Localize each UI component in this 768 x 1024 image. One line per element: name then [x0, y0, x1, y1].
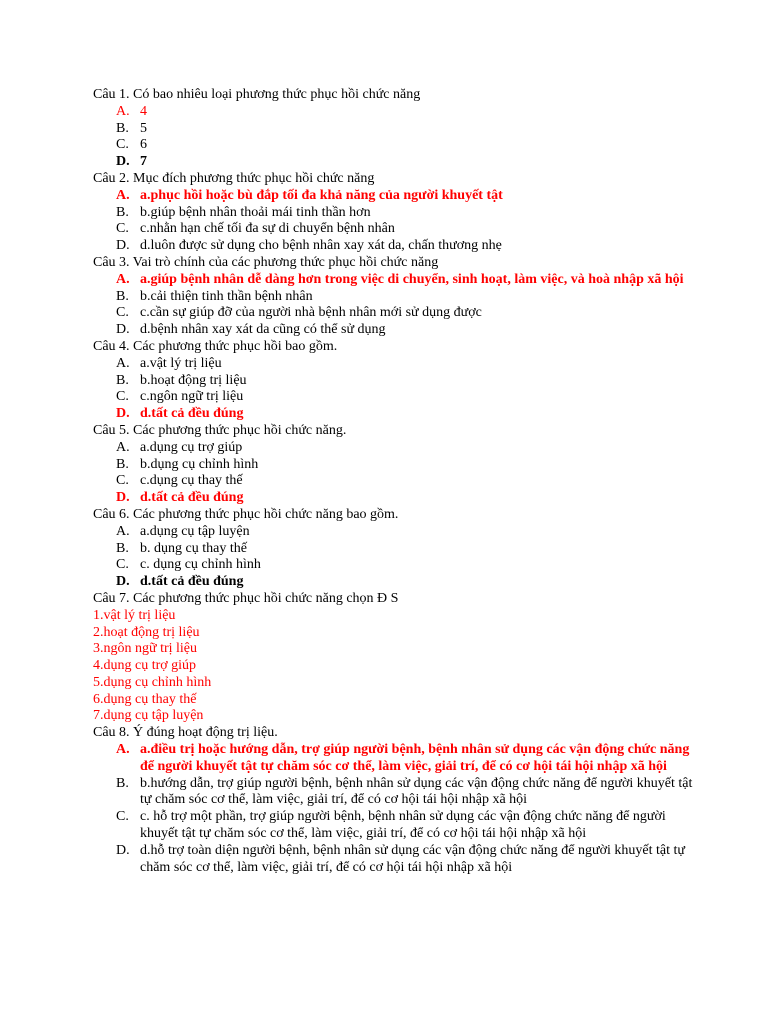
option-label: A.	[116, 187, 130, 203]
question-3-option-c	[116, 305, 693, 322]
question-7-list-item: 6.dụng cụ thay thế	[93, 691, 197, 707]
question-4-option-b	[116, 373, 693, 390]
option-label: D.	[116, 406, 130, 422]
question-7-list-item: 1.vật lý trị liệu	[93, 607, 176, 623]
question-7-stem: Câu 7. Các phương thức phục hồi chức năng chọn Đ S	[93, 590, 399, 606]
question-2-option-a	[116, 188, 693, 205]
question-4-option-c	[116, 389, 693, 406]
option-text: a.phục hồi hoặc bù đắp tối đa khả năng của người khuyết tật	[140, 187, 503, 203]
option-text: a.giúp bệnh nhân dễ dàng hơn trong việc di chuyển, sinh hoạt, làm việc, và hoà nhập xã hội	[140, 271, 684, 287]
question-7-list-item: 5.dụng cụ chỉnh hình	[93, 674, 212, 690]
question-6-option-b	[116, 541, 693, 558]
option-label: B.	[116, 372, 129, 388]
question-6-option-c	[116, 557, 693, 574]
option-text: 4	[140, 103, 147, 119]
option-text: d.tất cả đều đúng	[140, 406, 244, 422]
question-7-list-item: 3.ngôn ngữ trị liệu	[93, 641, 198, 657]
option-label: C.	[116, 557, 129, 573]
question-1-stem: Câu 1. Có bao nhiêu loại phương thức phục hồi chức năng	[93, 87, 421, 102]
option-text: a.dụng cụ tập luyện	[140, 523, 250, 539]
option-text: d.bệnh nhân xay xát da cũng có thể sử dụng	[140, 322, 386, 338]
quiz-content	[93, 87, 693, 876]
option-text: 5	[140, 120, 147, 136]
option-label: D.	[116, 574, 130, 590]
question-1-option-b	[116, 121, 693, 138]
option-text: a.điều trị hoặc hướng dẫn, trợ giúp người bệnh, bệnh nhân sử dụng các vận động chức năng để người khuyết tật tự chăm sóc cơ thể, làm việc, giải trí, để có cơ hội tái hội nhập xã hội	[140, 742, 690, 774]
question-8-option-b	[116, 776, 693, 810]
option-label: C.	[116, 809, 129, 825]
option-label: B.	[116, 775, 129, 791]
question-5-stem: Câu 5. Các phương thức phục hồi chức năng.	[93, 422, 347, 438]
option-label: D.	[116, 322, 130, 338]
option-label: A.	[116, 523, 130, 539]
option-label: A.	[116, 742, 130, 758]
question-6-option-d	[116, 574, 693, 591]
option-text: a.dụng cụ trợ giúp	[140, 439, 243, 455]
option-text: b. dụng cụ thay thế	[140, 540, 247, 556]
question-3-option-d	[116, 322, 693, 339]
question-7-list-item: 2.hoạt động trị liệu	[93, 624, 200, 640]
question-1-option-d	[116, 154, 693, 171]
option-text: d.tất cả đều đúng	[140, 574, 244, 590]
option-text: b.cải thiện tinh thần bệnh nhân	[140, 288, 313, 304]
option-label: C.	[116, 473, 129, 489]
option-text: 7	[140, 154, 147, 170]
question-1-option-a	[116, 104, 693, 121]
question-1-option-c	[116, 137, 693, 154]
option-text: c.nhằn hạn chế tối đa sự di chuyển bệnh nhân	[140, 221, 395, 237]
option-text: c.ngôn ngữ trị liệu	[140, 389, 244, 405]
question-5-option-c	[116, 473, 693, 490]
question-8-option-d	[116, 843, 693, 877]
option-text: d.luôn được sử dụng cho bệnh nhân xay xát da, chấn thương nhẹ	[140, 238, 502, 254]
option-label: B.	[116, 204, 129, 220]
option-label: C.	[116, 305, 129, 321]
option-label: A.	[116, 103, 130, 119]
option-label: D.	[116, 154, 130, 170]
question-6-option-a	[116, 524, 693, 541]
question-2-option-c	[116, 221, 693, 238]
option-label: C.	[116, 137, 129, 153]
option-text: b.giúp bệnh nhân thoải mái tinh thần hơn	[140, 204, 371, 220]
option-label: B.	[116, 456, 129, 472]
option-text: d.hỗ trợ toàn diện người bệnh, bệnh nhân sử dụng các vận động chức năng để người khuyết tật tự chăm sóc cơ thể, làm việc, giải trí, để có cơ hội tái hội nhập xã hội	[140, 842, 685, 875]
option-text: c. dụng cụ chỉnh hình	[140, 557, 261, 573]
option-text: c.dụng cụ thay thế	[140, 473, 243, 489]
option-text: 6	[140, 137, 147, 153]
question-3-option-a	[116, 272, 693, 289]
question-2-option-d	[116, 238, 693, 255]
option-label: A.	[116, 355, 130, 371]
option-text: c. hỗ trợ một phần, trợ giúp người bệnh, bệnh nhân sử dụng các vận động chức năng để người khuyết tật tự chăm sóc cơ thể, làm việc, giải trí, để có cơ hội tái hội nhập xã hội	[140, 809, 666, 842]
question-3-stem: Câu 3. Vai trò chính của các phương thức phục hồi chức năng	[93, 254, 439, 270]
option-label: B.	[116, 120, 129, 136]
option-label: C.	[116, 389, 129, 405]
option-label: A.	[116, 439, 130, 455]
question-7-list-item: 7.dụng cụ tập luyện	[93, 708, 204, 724]
question-4-option-a	[116, 356, 693, 373]
question-5-option-a	[116, 440, 693, 457]
option-label: B.	[116, 288, 129, 304]
question-4-option-d	[116, 406, 693, 423]
option-text: d.tất cả đều đúng	[140, 490, 244, 506]
option-label: D.	[116, 490, 130, 506]
question-2-stem: Câu 2. Mục đích phương thức phục hồi chức năng	[93, 170, 375, 186]
option-text: c.cần sự giúp đỡ của người nhà bệnh nhân mới sử dụng được	[140, 305, 482, 321]
option-label: B.	[116, 540, 129, 556]
question-5-option-d	[116, 490, 693, 507]
question-3-option-b	[116, 289, 693, 306]
option-label: D.	[116, 842, 130, 858]
option-text: b.hướng dẫn, trợ giúp người bệnh, bệnh nhân sử dụng các vận động chức năng để người khuyết tật tự chăm sóc cơ thể, làm việc, giải trí, để có cơ hội tái hội nhập xã hội	[140, 775, 693, 808]
option-label: D.	[116, 238, 130, 254]
option-label: C.	[116, 221, 129, 237]
option-label: A.	[116, 271, 130, 287]
option-text: a.vật lý trị liệu	[140, 355, 222, 371]
option-text: b.dụng cụ chỉnh hình	[140, 456, 259, 472]
question-4-stem: Câu 4. Các phương thức phục hồi bao gồm.	[93, 338, 338, 354]
question-8-option-c	[116, 809, 693, 843]
question-6-stem: Câu 6. Các phương thức phục hồi chức năng bao gồm.	[93, 506, 399, 522]
question-8-option-a	[116, 742, 693, 776]
question-5-option-b	[116, 457, 693, 474]
option-text: b.hoạt động trị liệu	[140, 372, 247, 388]
question-7-list-item: 4.dụng cụ trợ giúp	[93, 658, 197, 674]
question-2-option-b	[116, 205, 693, 222]
question-8-stem: Câu 8. Ý đúng hoạt động trị liệu.	[93, 725, 278, 741]
